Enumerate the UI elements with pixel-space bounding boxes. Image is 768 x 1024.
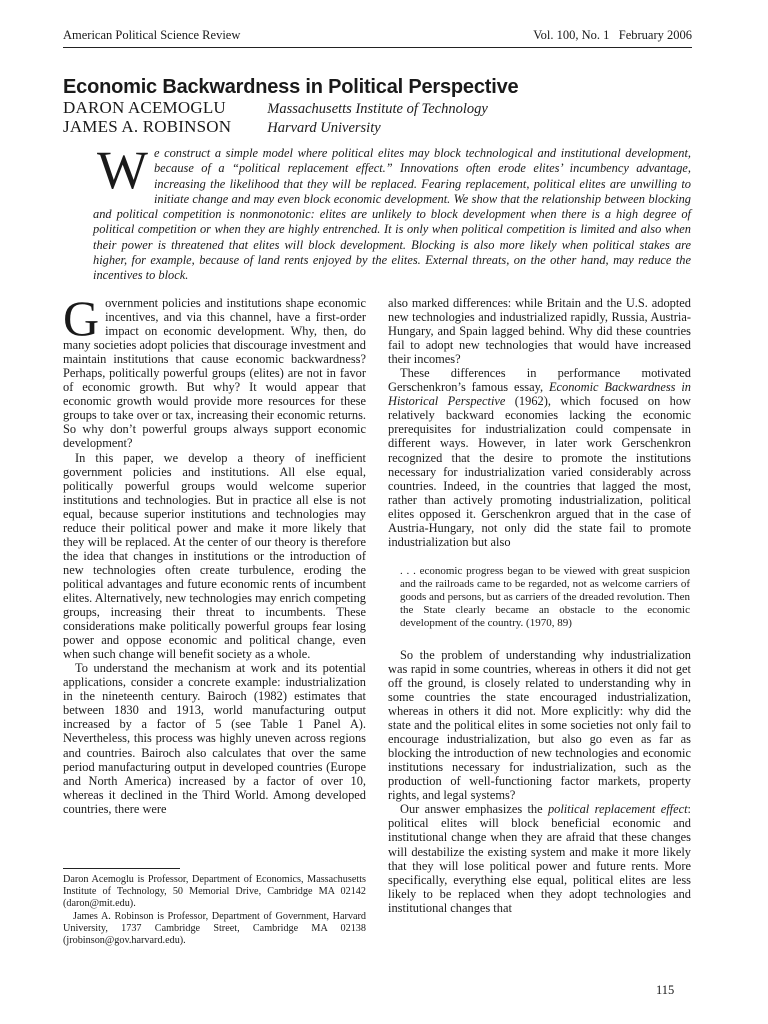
paragraph: To understand the mechanism at work and its potential applications, consider a concrete example: industrialization in the nineteenth century. Bairoch (1982) estimates that between 1830 and 1913, world manufacturing output increased by a factor of 5 (see Table 1 Panel A). Nevertheless, this process was highly uneven across regions and countries. Bairoch also calculates that over the same period manufacturing output in developed countries (Europe and North America) increased by a factor of over 10, whereas it declined in the Third World. Among developed countries, there were [63, 661, 366, 816]
issue-info: Vol. 100, No. 1 February 2006 [533, 28, 692, 42]
paragraph-text: overnment policies and institutions shape economic incentives, and via this channel, have a first-order impact on economic development. Why, then, do many societies adopt policies that discourage investment and maintain institutions that cause economic backwardness? Perhaps, politically powerful groups (elites) are not in favor of economic growth. But why? It would appear that economic growth would provide more resources for these groups to take over or tax, increasing their economic returns. So why don’t powerful groups always support economic development? [63, 296, 366, 451]
paragraph-text: : political elites will block beneficial economic and institutional change when they are afraid that these changes will destabilize the existing system and make it more likely that they will lose political power and future rents. More specifically, everything else equal, political elites are less likely to be replaced when they adopt technologies and institutional changes that [388, 802, 691, 915]
body-column-left [63, 290, 366, 816]
author-name: JAMES A. ROBINSON [63, 117, 232, 136]
journal-name: American Political Science Review [63, 28, 241, 42]
paragraph [388, 802, 691, 914]
author-affiliation: Harvard University [267, 120, 381, 136]
article-title: Economic Backwardness in Political Perspective [63, 76, 519, 98]
author-footnotes [63, 874, 366, 947]
page-number: 115 [656, 983, 675, 997]
abstract-text: e construct a simple model where political elites may block technological and institutional development, because of a “political replacement effect.” Innovations often erode elites’ incumbency advantage, increasing the likelihood that they will be replaced. Fearing replacement, political elites are unwilling to initiate change and may even block economic development. We show that the relationship between blocking and political competition is nonmonotonic: elites are unlikely to block development when there is a high degree of political competition or when they are highly entrenched. It is only when political competition is limited and also when their power is threatened that elites will block development. Blocking is also more likely when political stakes are higher, for example, because of land rents enjoyed by the elites. External threats, on the other hand, may reduce the incentives to block. [93, 146, 691, 283]
body-column-right [388, 296, 691, 915]
paragraph-text: These differences in performance motivated Gerschenkron’s famous essay, [388, 366, 691, 395]
paragraph [63, 290, 366, 451]
paragraph-text: Our answer emphasizes the [400, 802, 548, 817]
block-quote: . . . economic progress began to be viewed with great suspicion and the railroads came to be regarded, not as welcome carriers of goods and persons, but as carriers of the dreaded revolution. Then the State clearly became an obstacle to the economic development of the country. (1970, 89) [400, 564, 690, 629]
body-dropcap: G [63, 290, 100, 346]
paragraph-text: (1962), which focused on how relatively backward economies lacking the economic prerequisites for industrialization could compensate in different ways. However, in later work Gerschenkron recognized that the desire to promote the institutions necessary for industrialization varied considerably across countries. Indeed, in the countries that lagged the most, rather than actively promoting industrialization, political elites opposed it. Gerschenkron argued that in the case of Austria-Hungary, not only did the state fail to promote industrialization but also [388, 394, 691, 549]
key-term: political replacement effect [547, 802, 688, 817]
cited-title: Economic Backwardness in Historical Perspective [388, 380, 691, 409]
paragraph [388, 366, 691, 549]
footnote: Daron Acemoglu is Professor, Department of Economics, Massachusetts Institute of Technology, 50 Memorial Drive, Cambridge MA 02142 (daron@mit.edu). [63, 874, 366, 910]
paragraph: So the problem of understanding why industrialization was rapid in some countries, whereas in others it did not get off the ground, is closely related to understanding why in some countries the state encouraged industrialization, whereas in others it did not. More explicitly: why did the state and the political elites in some societies not only fail to encourage industrialization, but also go even as far as blocking the introduction of new technologies and economic institutions necessary for industrialization, such as the production of well-functioning factor markets, property rights, and legal systems? [388, 647, 691, 803]
author-line-2 [63, 117, 381, 138]
author-affiliation: Massachusetts Institute of Technology [267, 101, 488, 117]
footnote-rule [63, 868, 180, 869]
running-head [63, 27, 692, 48]
author-line-1 [63, 98, 488, 119]
abstract-dropcap: W [97, 140, 148, 200]
author-name: DARON ACEMOGLU [63, 98, 226, 117]
abstract [93, 140, 691, 284]
paragraph: also marked differences: while Britain and the U.S. adopted new technologies and industrialized rapidly, Russia, Austria-Hungary, and Spain lagged behind. Why did these countries fail to adopt new technologies that would have increased their incomes? [388, 296, 691, 367]
footnote: James A. Robinson is Professor, Department of Government, Harvard University, 1737 Cambridge Street, Cambridge MA 02138 (jrobinson@gov.harvard.edu). [63, 910, 366, 947]
paragraph: In this paper, we develop a theory of inefficient government policies and institutions. All else equal, politically powerful groups would welcome superior institutions and technologies. But in practice all else is not equal, because superior institutions and technologies may reduce their political power and make it more likely that they will be replaced. At the center of our theory is therefore the idea that changes in institutions or the introduction of new technologies often create turbulence, eroding the political advantages and future economic rents of incumbent elites. Alternatively, new technologies may enrich competing groups, increasing their threat to incumbents. These considerations make politically powerful groups fear losing power and oppose economic and political change, even when such change will benefit society as a whole. [63, 450, 366, 662]
